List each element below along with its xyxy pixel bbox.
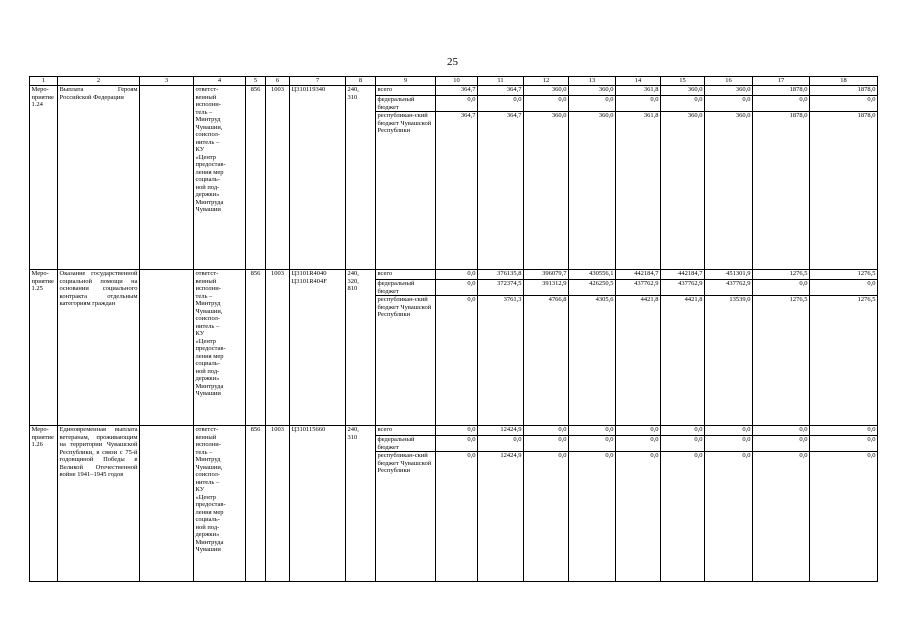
- funding-value: 0,0: [569, 96, 616, 112]
- funding-value: 361,8: [616, 112, 661, 270]
- funding-value: 360,0: [705, 112, 753, 270]
- funding-value: 0,0: [436, 270, 478, 280]
- funding-value: 360,0: [661, 112, 705, 270]
- measure-label: Меро-приятие 1.25: [30, 270, 58, 426]
- funding-value: 0,0: [569, 452, 616, 582]
- column-number-row: [30, 77, 878, 86]
- funding-value: 360,0: [661, 86, 705, 96]
- funding-value: 12424,9: [478, 452, 524, 582]
- funding-value: 0,0: [524, 96, 569, 112]
- column-number: 16: [705, 77, 753, 86]
- funding-value: 0,0: [478, 96, 524, 112]
- funding-value: 0,0: [436, 296, 478, 426]
- measure-participants: [140, 426, 194, 582]
- funding-value: 0,0: [810, 452, 878, 582]
- grbs-code: 856: [246, 270, 266, 426]
- funding-value: 1878,0: [753, 112, 810, 270]
- funding-value: 4766,8: [524, 296, 569, 426]
- funding-source: республикан-ский бюджет Чувашской Республики: [376, 112, 436, 270]
- funding-value: 442184,7: [661, 270, 705, 280]
- funding-value: 0,0: [753, 280, 810, 296]
- funding-value: 0,0: [705, 436, 753, 452]
- csr-code: Ц310119340: [290, 86, 346, 270]
- column-number: 1: [30, 77, 58, 86]
- column-number: 10: [436, 77, 478, 86]
- funding-value: 451301,9: [705, 270, 753, 280]
- column-number: 13: [569, 77, 616, 86]
- funding-value: 0,0: [810, 96, 878, 112]
- funding-value: 0,0: [753, 452, 810, 582]
- grbs-code: 856: [246, 426, 266, 582]
- page-number: 25: [447, 56, 458, 68]
- funding-value: 4421,8: [616, 296, 661, 426]
- measure-participants: [140, 270, 194, 426]
- funding-value: 0,0: [436, 96, 478, 112]
- funding-value: 0,0: [616, 426, 661, 436]
- funding-value: 360,0: [569, 112, 616, 270]
- funding-value: 396079,7: [524, 270, 569, 280]
- column-number: 5: [246, 77, 266, 86]
- funding-value: 0,0: [616, 96, 661, 112]
- funding-value: 361,8: [616, 86, 661, 96]
- funding-value: 360,0: [524, 112, 569, 270]
- funding-value: 1878,0: [810, 86, 878, 96]
- column-number: 11: [478, 77, 524, 86]
- column-number: 4: [194, 77, 246, 86]
- funding-value: 1878,0: [810, 112, 878, 270]
- funding-source: федеральный бюджет: [376, 436, 436, 452]
- funding-value: 1878,0: [753, 86, 810, 96]
- funding-value: 364,7: [478, 86, 524, 96]
- funding-value: 0,0: [661, 96, 705, 112]
- funding-source: республикан-ский бюджет Чувашской Республики: [376, 296, 436, 426]
- funding-value: 13539,0: [705, 296, 753, 426]
- table-row: [30, 426, 878, 436]
- vr-code: 240, 320, 810: [346, 270, 376, 426]
- funding-value: 364,7: [478, 112, 524, 270]
- funding-value: 0,0: [753, 436, 810, 452]
- column-number: 18: [810, 77, 878, 86]
- column-number: 2: [58, 77, 140, 86]
- funding-value: 4305,6: [569, 296, 616, 426]
- funding-value: 0,0: [524, 452, 569, 582]
- column-number: 6: [266, 77, 290, 86]
- funding-value: 0,0: [524, 426, 569, 436]
- funding-value: 437762,9: [616, 280, 661, 296]
- column-number: 14: [616, 77, 661, 86]
- funding-value: 0,0: [810, 280, 878, 296]
- funding-value: 12424,9: [478, 426, 524, 436]
- measure-name: Единовременная выплата ветеранам, проживающим на территории Чувашской Республики, в связи с 75-й годовщиной Победы в Великой Отечественной войне 1941–1945 годов: [58, 426, 140, 582]
- rzpr-code: 1003: [266, 86, 290, 270]
- funding-value: 3761,3: [478, 296, 524, 426]
- funding-value: 1276,5: [810, 296, 878, 426]
- funding-value: 0,0: [705, 452, 753, 582]
- vr-code: 240, 310: [346, 86, 376, 270]
- funding-source: республикан-ский бюджет Чувашской Республики: [376, 452, 436, 582]
- rzpr-code: 1003: [266, 270, 290, 426]
- funding-value: 0,0: [616, 452, 661, 582]
- funding-value: 0,0: [616, 436, 661, 452]
- funding-value: 0,0: [569, 426, 616, 436]
- measure-participants: [140, 86, 194, 270]
- rzpr-code: 1003: [266, 426, 290, 582]
- measure-label: Меро-приятие 1.26: [30, 426, 58, 582]
- funding-value: 0,0: [661, 452, 705, 582]
- vr-code: 240, 310: [346, 426, 376, 582]
- funding-value: 0,0: [436, 280, 478, 296]
- funding-value: 372374,5: [478, 280, 524, 296]
- funding-value: 0,0: [810, 436, 878, 452]
- funding-value: 0,0: [436, 452, 478, 582]
- column-number: 15: [661, 77, 705, 86]
- funding-value: 1276,5: [753, 270, 810, 280]
- funding-value: 0,0: [753, 426, 810, 436]
- funding-value: 0,0: [661, 426, 705, 436]
- funding-value: 0,0: [753, 96, 810, 112]
- funding-source: всего: [376, 270, 436, 280]
- measure-name: Выплата Героям Российской Федерации: [58, 86, 140, 270]
- measure-executor: ответст- венный исполни- тель – Минтруд Чувашии, соиспол- нитель – КУ «Центр предостав- ления мер социаль- ной под- держки» Минтруда Чувашии: [194, 426, 246, 582]
- funding-value: 360,0: [524, 86, 569, 96]
- column-number: 12: [524, 77, 569, 86]
- funding-source: федеральный бюджет: [376, 280, 436, 296]
- funding-value: 360,0: [705, 86, 753, 96]
- funding-value: 0,0: [705, 96, 753, 112]
- funding-source: всего: [376, 86, 436, 96]
- funding-value: 364,7: [436, 112, 478, 270]
- measure-executor: ответст- венный исполни- тель – Минтруд Чувашии, соиспол- нитель – КУ «Центр предостав- ления мер социаль- ной под- держки» Минтруда Чувашии: [194, 86, 246, 270]
- funding-value: 0,0: [436, 436, 478, 452]
- column-number: 8: [346, 77, 376, 86]
- funding-value: 0,0: [524, 436, 569, 452]
- funding-value: 360,0: [569, 86, 616, 96]
- csr-code: Ц3101R4040 Ц3101R404F: [290, 270, 346, 426]
- table-row: [30, 270, 878, 280]
- funding-value: 0,0: [661, 436, 705, 452]
- funding-source: федеральный бюджет: [376, 96, 436, 112]
- grbs-code: 856: [246, 86, 266, 270]
- funding-value: 376135,8: [478, 270, 524, 280]
- funding-value: 437762,9: [705, 280, 753, 296]
- funding-value: 0,0: [705, 426, 753, 436]
- funding-value: 437762,9: [661, 280, 705, 296]
- funding-value: 1276,5: [753, 296, 810, 426]
- measure-executor: ответст- венный исполни- тель – Минтруд Чувашии, соиспол- нитель – КУ «Центр предостав- ления мер социаль- ной под- держки» Минтруда Чувашии: [194, 270, 246, 426]
- program-table: [29, 76, 878, 582]
- funding-value: 1276,5: [810, 270, 878, 280]
- csr-code: Ц310115660: [290, 426, 346, 582]
- column-number: 17: [753, 77, 810, 86]
- column-number: 9: [376, 77, 436, 86]
- funding-value: 0,0: [436, 426, 478, 436]
- funding-value: 364,7: [436, 86, 478, 96]
- funding-value: 426250,5: [569, 280, 616, 296]
- table-row: [30, 86, 878, 96]
- funding-source: всего: [376, 426, 436, 436]
- funding-value: 391312,9: [524, 280, 569, 296]
- funding-value: 0,0: [569, 436, 616, 452]
- column-number: 3: [140, 77, 194, 86]
- funding-value: 442184,7: [616, 270, 661, 280]
- measure-label: Меро-приятие 1.24: [30, 86, 58, 270]
- measure-name: Оказание государственной социальной помощи на основании социального контракта отдельным категориям граждан: [58, 270, 140, 426]
- column-number: 7: [290, 77, 346, 86]
- funding-value: 0,0: [810, 426, 878, 436]
- funding-value: 430556,1: [569, 270, 616, 280]
- funding-value: 4421,8: [661, 296, 705, 426]
- funding-value: 0,0: [478, 436, 524, 452]
